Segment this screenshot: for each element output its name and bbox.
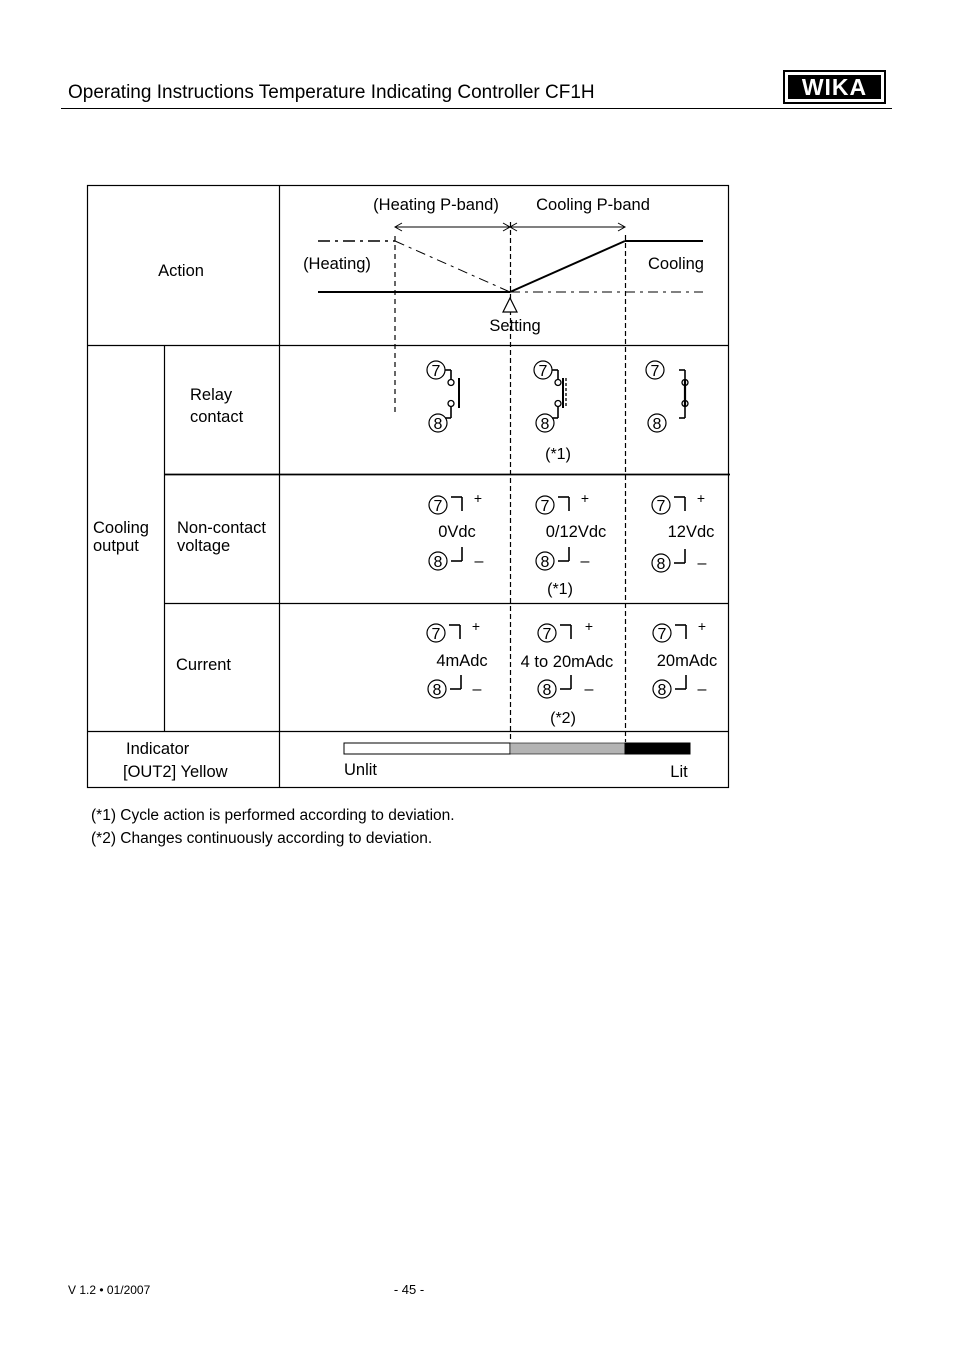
minus-sign: – [474,553,484,570]
terminal-7: 7 [542,626,552,643]
voltage-value-2: 0/12Vdc [545,523,607,541]
relay-col-1 [427,361,459,433]
current-col-1 [427,618,488,699]
page-title: Operating Instructions Temperature Indicating Controller CF1H [68,82,595,103]
minus-sign: – [584,681,594,698]
relay-col-3 [646,361,688,433]
footer-version: V 1.2 • 01/2007 [68,1283,151,1297]
terminal-7: 7 [656,498,666,515]
relay-label-1: Relay [190,386,233,404]
setting-triangle [503,298,517,312]
indicator-cycling-segment [510,743,625,754]
current-note: (*2) [550,710,576,727]
terminal-7: 7 [431,363,441,380]
indicator-bar [344,743,690,754]
minus-sign: – [580,553,590,570]
cooling-label: Cooling [648,255,704,273]
indicator-unlit-segment [344,743,510,754]
wika-logo-text: WIKA [788,75,881,99]
cooling-output-label-1: Cooling [93,519,149,537]
terminal-8: 8 [433,554,443,571]
setting-label: Setting [489,317,541,335]
current-value-3: 20mAdc [656,652,718,670]
indicator-label-2: [OUT2] Yellow [123,763,228,781]
current-value-2: 4 to 20mAdc [520,653,614,671]
terminal-7: 7 [657,626,667,643]
plus-sign: + [471,618,481,634]
minus-sign: – [697,555,707,572]
minus-sign: – [697,681,707,698]
indicator-lit-segment [625,743,690,754]
noncontact-label-2: voltage [177,537,231,555]
minus-sign: – [472,681,482,698]
current-col-3 [653,618,717,699]
note-1: (*1) Cycle action is performed according to deviation. [91,807,455,824]
plus-sign: + [473,490,483,506]
current-value-1: 4mAdc [436,652,488,670]
voltage-col-3 [652,490,714,573]
terminal-7: 7 [538,363,548,380]
terminal-8: 8 [432,682,442,699]
noncontact-label-1: Non-contact [177,519,266,537]
terminal-8: 8 [652,416,662,433]
terminal-7: 7 [540,498,550,515]
voltage-note: (*1) [547,581,573,598]
relay-label-2: contact [190,408,244,426]
voltage-col-2 [536,490,606,598]
terminal-8: 8 [540,554,550,571]
indicator-label-1: Indicator [126,740,190,758]
plus-sign: + [584,618,594,634]
plus-sign: + [696,490,706,506]
footer-page-number: - 45 - [393,1282,425,1297]
terminal-8: 8 [433,416,443,433]
cooling-output-label-2: output [93,537,139,555]
heating-label: (Heating) [303,255,371,273]
current-label: Current [176,656,232,674]
terminal-8: 8 [656,556,666,573]
heating-pband-label: (Heating P-band) [373,196,499,214]
terminal-8: 8 [542,682,552,699]
note-2: (*2) Changes continuously according to deviation. [91,830,433,847]
lit-label: Lit [670,763,688,781]
terminal-7: 7 [650,363,660,380]
terminal-7: 7 [431,626,441,643]
terminal-7: 7 [433,498,443,515]
unlit-label: Unlit [344,761,378,779]
plus-sign: + [580,490,590,506]
voltage-value-3: 12Vdc [667,523,715,541]
action-label: Action [158,262,204,280]
terminal-8: 8 [657,682,667,699]
cooling-pband-label: Cooling P-band [536,196,650,214]
relay-note: (*1) [545,446,571,463]
relay-col-2 [534,361,566,433]
voltage-col-1 [429,490,484,571]
terminal-8: 8 [540,416,550,433]
plus-sign: + [697,618,707,634]
voltage-value-1: 0Vdc [438,523,476,541]
current-col-2 [521,618,614,727]
